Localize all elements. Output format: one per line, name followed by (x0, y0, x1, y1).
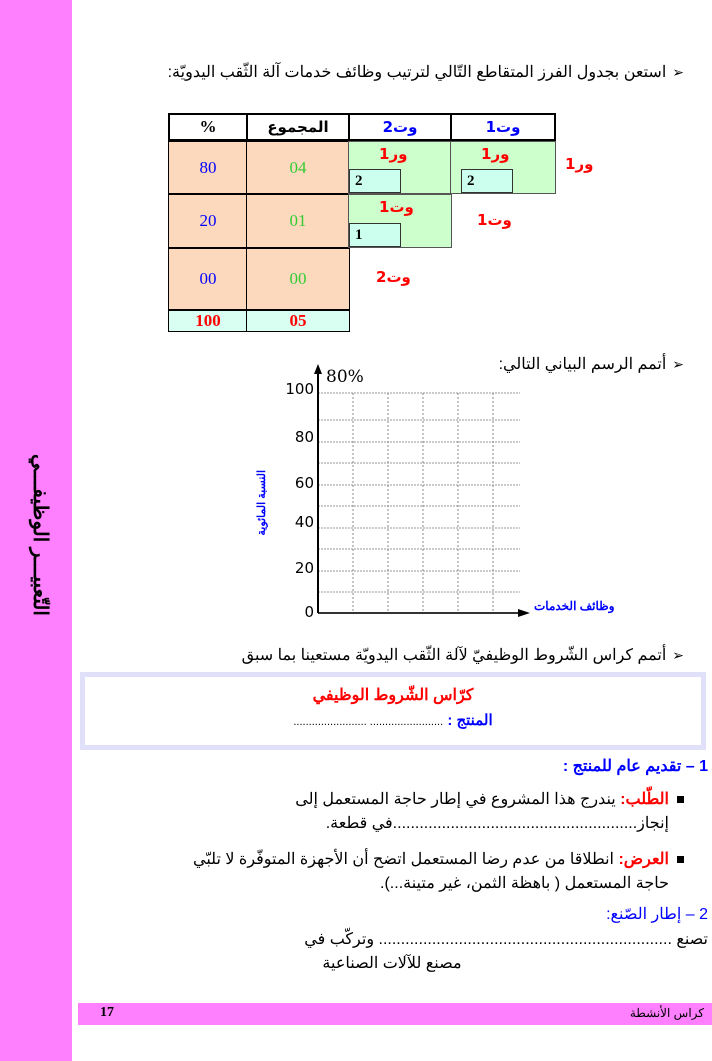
demand-label: الطّلب: (620, 791, 669, 808)
ytick-80: 80 (294, 428, 314, 446)
row3-percent: 00 (168, 248, 248, 310)
row2-vt2-winner: وت1 (379, 198, 414, 216)
offer-text-1: انطلاقا من عدم رضا المستعمل اتضح أن الأجهزة المتوفّرة لا تلبّي (193, 851, 614, 868)
section-2-text-2: مصنع للآلات الصناعية (322, 955, 462, 972)
row1-vt1-score: 2 (461, 169, 513, 193)
instruction-3-text: أتمم كراس الشّروط الوظيفيّ لآلة الثّقب اليدويّة مستعينا بما سبق (241, 647, 667, 664)
row2-vt2-cell (348, 194, 452, 248)
spec-product-label: المنتج : (447, 712, 493, 729)
spec-product-line (85, 711, 701, 729)
total-sum: 05 (246, 310, 350, 332)
ytick-60: 60 (294, 474, 314, 492)
spec-title: كرّاس الشّروط الوظيفي (312, 687, 474, 704)
sidebar-title (10, 420, 70, 650)
row1-vt1-winner: ور1 (481, 145, 510, 163)
x-axis-label: وظائف الخدمات (534, 599, 615, 613)
row-label-3: وت2 (376, 268, 411, 286)
page-number: 17 (100, 1005, 114, 1020)
header-vt1: وت1 (450, 113, 556, 141)
page (72, 0, 712, 1061)
row3-total: 00 (246, 248, 350, 310)
arrow-bullet-icon: ➢ (672, 356, 684, 372)
square-bullet-icon (677, 856, 684, 863)
sidebar-title-text: التّعبيـــر الوظيفـــي (29, 454, 51, 616)
offer-label: العرض: (618, 851, 669, 868)
row2-percent: 20 (168, 194, 248, 248)
row1-vt1-cell (450, 141, 556, 194)
section-1-heading: 1 – تقديم عام للمنتج : (562, 758, 708, 775)
instruction-3 (242, 645, 684, 665)
ytick-40: 40 (294, 513, 314, 531)
demand-paragraph (124, 788, 684, 836)
y-axis-label: النسبة المائوية (256, 470, 268, 536)
row2-total: 01 (246, 194, 350, 248)
row1-total: 04 (246, 141, 350, 194)
row2-vt2-score: 1 (349, 223, 401, 247)
ytick-20: 20 (294, 559, 314, 577)
instruction-1 (168, 62, 684, 82)
instruction-1-text: استعن بجدول الفرز المتقاطع التّالي لترتيب وظائف خدمات آلة الثّقب اليدويّة: (167, 64, 667, 81)
row1-vt2-score: 2 (349, 169, 401, 193)
row1-vt2-winner: ور1 (379, 145, 408, 163)
demand-text-1: يندرج هذا المشروع في إطار حاجة المستعمل إلى (295, 791, 616, 808)
row-label-2: وت1 (477, 211, 512, 229)
sidebar (0, 0, 72, 1061)
header-percent: % (168, 113, 248, 141)
arrow-bullet-icon: ➢ (672, 64, 684, 80)
footer-bar (78, 1003, 712, 1025)
row-label-1: ور1 (565, 155, 594, 173)
ytick-100: 100 (285, 380, 314, 398)
footer-label: كراس الأنشطة (629, 1006, 704, 1020)
row1-vt2-cell (348, 141, 452, 194)
chart-grid (312, 360, 612, 620)
ytick-0: 0 (304, 603, 314, 621)
header-vt2: وت2 (348, 113, 452, 141)
spec-product-value[interactable]: ........................ ........................ (293, 716, 444, 728)
row1-percent: 80 (168, 141, 248, 194)
total-percent: 100 (168, 310, 248, 332)
offer-text-2: حاجة المستعمل ( باهظة الثمن، غير متينة...). (380, 875, 669, 892)
section-2-text-1: تصنع .................................................................. وتركّب في (304, 931, 708, 948)
chart-annotation: 80% (326, 367, 364, 387)
spec-box (80, 672, 706, 750)
section-2-heading: 2 – إطار الصّنع: (606, 906, 708, 923)
instruction-2-text: أتمم الرسم البياني التالي: (498, 356, 667, 373)
header-total: المجموع (246, 113, 350, 141)
square-bullet-icon (677, 796, 684, 803)
arrow-bullet-icon: ➢ (672, 647, 684, 663)
offer-paragraph (104, 848, 684, 896)
demand-text-2: إنجاز.......................................................في قطعة. (325, 815, 669, 832)
